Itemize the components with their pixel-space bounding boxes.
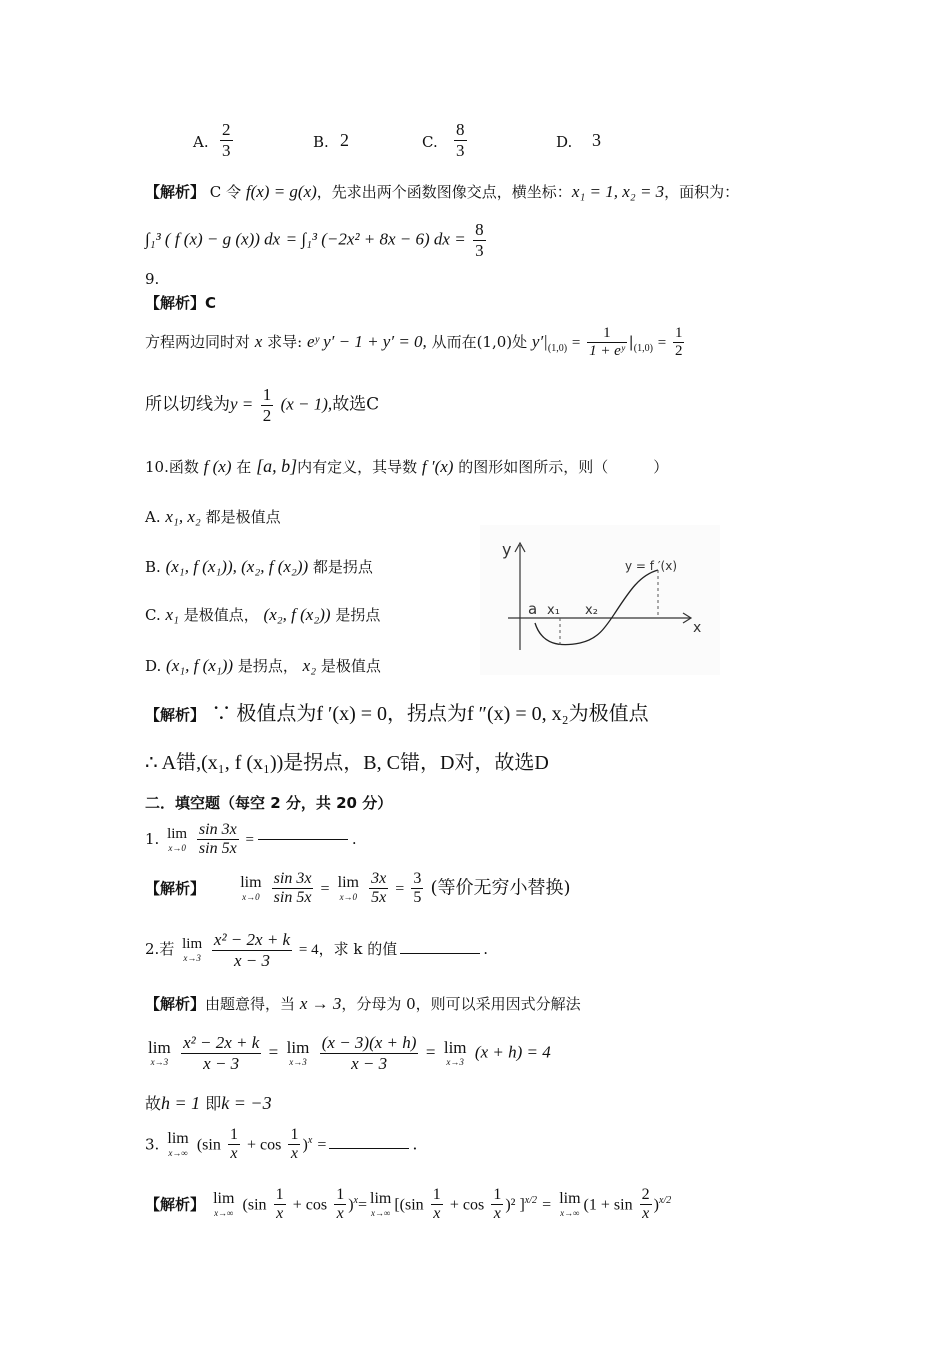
- q10-option-a: A. x₁, x₂ 都是极值点: [145, 507, 281, 526]
- answer-blank[interactable]: [400, 953, 480, 954]
- fill-2-question: 2.若 lim x→3 $\frac{\text{x² − 2x + k}}{x - 3}$ = 4，求 k 的值 .: [145, 930, 489, 970]
- option-a-fraction: $\frac{2}{3}$: [222, 120, 231, 160]
- option-b-value: 2: [340, 130, 349, 150]
- limit-fraction: $\frac{\text{x² − 2x + k}}{x - 3}$: [213, 930, 291, 970]
- q9-analysis-tag: 【解析】C: [145, 294, 217, 312]
- option-d-value: 3: [592, 130, 601, 150]
- a-label: a: [528, 600, 538, 618]
- fill-2-analysis-line2: lim x→3 $\frac{\text{x² − 2x + k}}{x - 3}$ = lim x→3 $\frac{(x - 3)(x + h)}{x - 3}$ = lim x→3 (x + h) = 4: [148, 1033, 551, 1073]
- derivative-graph: [480, 525, 720, 675]
- slope-fraction: $\frac{1}{2}$: [674, 325, 683, 360]
- graph-background: [480, 525, 720, 675]
- fill-1-analysis: 【解析】 lim x→0 $\frac{\sin 3x}{\sin 5x}$ = lim x→0 $\frac{3x}{5x}$ = $\frac{3}{5}$ (等价无穷小替换): [145, 870, 571, 907]
- answer-blank[interactable]: [258, 839, 348, 840]
- q10-option-b: B. (x₁, f (x₁)), (x₂, f (x₂)) 都是拐点: [145, 557, 373, 576]
- option-c-fraction: $\frac{8}{3}$: [456, 120, 465, 160]
- q10-analysis-line1: 【解析】 ∵ 极值点为f ′(x) = 0，拐点为f ″(x) = 0, x₂为极值点: [145, 703, 649, 725]
- y-axis-label: y: [502, 540, 512, 559]
- option-d-label: D.: [556, 133, 573, 151]
- q9-line1: 方程两边同时对 x 求导: eʸ y′ − 1 + y′ = 0, 从而在(1,0)处 $y'|_{(1,0)}$ = $\frac{1}{\text{1 + eʸ}}$ $|_{(1,0)}$ = $\frac{1}{2}$: [145, 325, 683, 360]
- limit: lim x→0: [167, 825, 188, 853]
- fill-2-analysis-line1: 【解析】由题意得，当 x → 3，分母为 0，则可以采用因式分解法: [145, 994, 581, 1013]
- x1-label: x₁: [547, 603, 560, 618]
- q8-integral: ∫₁³ ( f (x) − g (x)) dx = ∫₁³ (−2x² + 8x − 6) dx = $\frac{8}{3}$: [145, 220, 484, 260]
- q9-number: 9.: [145, 270, 160, 288]
- fill-2-conclusion: 故h = 1 即k = −3: [145, 1093, 272, 1113]
- result-fraction: $\frac{8}{3}$: [475, 220, 484, 260]
- limit-fraction: $\frac{\sin 3x}{\sin 5x}$: [198, 821, 237, 858]
- derivative-fraction: $\frac{1}{\text{1 + eʸ}}$: [589, 325, 625, 360]
- q8-analysis-line1: 【解析】 C 令 f(x) = g(x)，先求出两个函数图像交点，横坐标：x₁ = 1, x₂ = 3，面积为：: [145, 182, 740, 201]
- q10-stem: 10.函数 f (x) 在 [a, b]内有定义，其导数 f ′(x) 的图形如图所示，则（ ）: [145, 456, 669, 476]
- option-a-label: A.: [193, 133, 209, 151]
- x-axis-label: x: [693, 620, 702, 636]
- curve-label: y = f ′(x): [625, 559, 678, 573]
- q10-analysis-line2: ∴ A错,(x₁, f (x₁))是拐点，B, C错，D对，故选D: [145, 752, 549, 774]
- answer-blank[interactable]: [329, 1148, 409, 1149]
- tangent-fraction: $\frac{1}{2}$: [262, 385, 272, 425]
- option-c-label: C.: [422, 133, 438, 151]
- fill-1-question: 1. lim x→0 $\frac{\sin 3x}{\sin 5x}$ = .: [145, 821, 357, 858]
- x2-label: x₂: [585, 603, 598, 618]
- fill-3-analysis: 【解析】 lim x→∞ (sin $\frac{1}{x}$ + cos $\frac{1}{x}$ )$^x$= lim x→∞ [(sin $\frac{1}{x}$ + cos $\frac{1}{x}$ )² ]$^{x/2}$ = lim x→∞ (1 + sin $\frac{2}{x}$ )$^{x/2}$: [145, 1186, 672, 1223]
- q10-option-d: D. (x₁, f (x₁)) 是拐点， x₂ 是极值点: [145, 656, 381, 675]
- option-b-label: B.: [313, 133, 329, 151]
- q9-line2: 所以切线为y = $\frac{1}{2}$ (x − 1),故选C: [145, 385, 380, 425]
- section-2-title: 二．填空题（每空 2 分，共 20 分）: [145, 794, 393, 812]
- fill-3-question: 3. lim x→∞ (sin $\frac{1}{x}$ + cos $\frac{1}{x}$ )$^x$ = .: [145, 1126, 418, 1163]
- analysis-tag: 【解析】: [145, 183, 206, 201]
- q10-option-c: C. x₁ 是极值点， (x₂, f (x₂)) 是拐点: [145, 605, 381, 624]
